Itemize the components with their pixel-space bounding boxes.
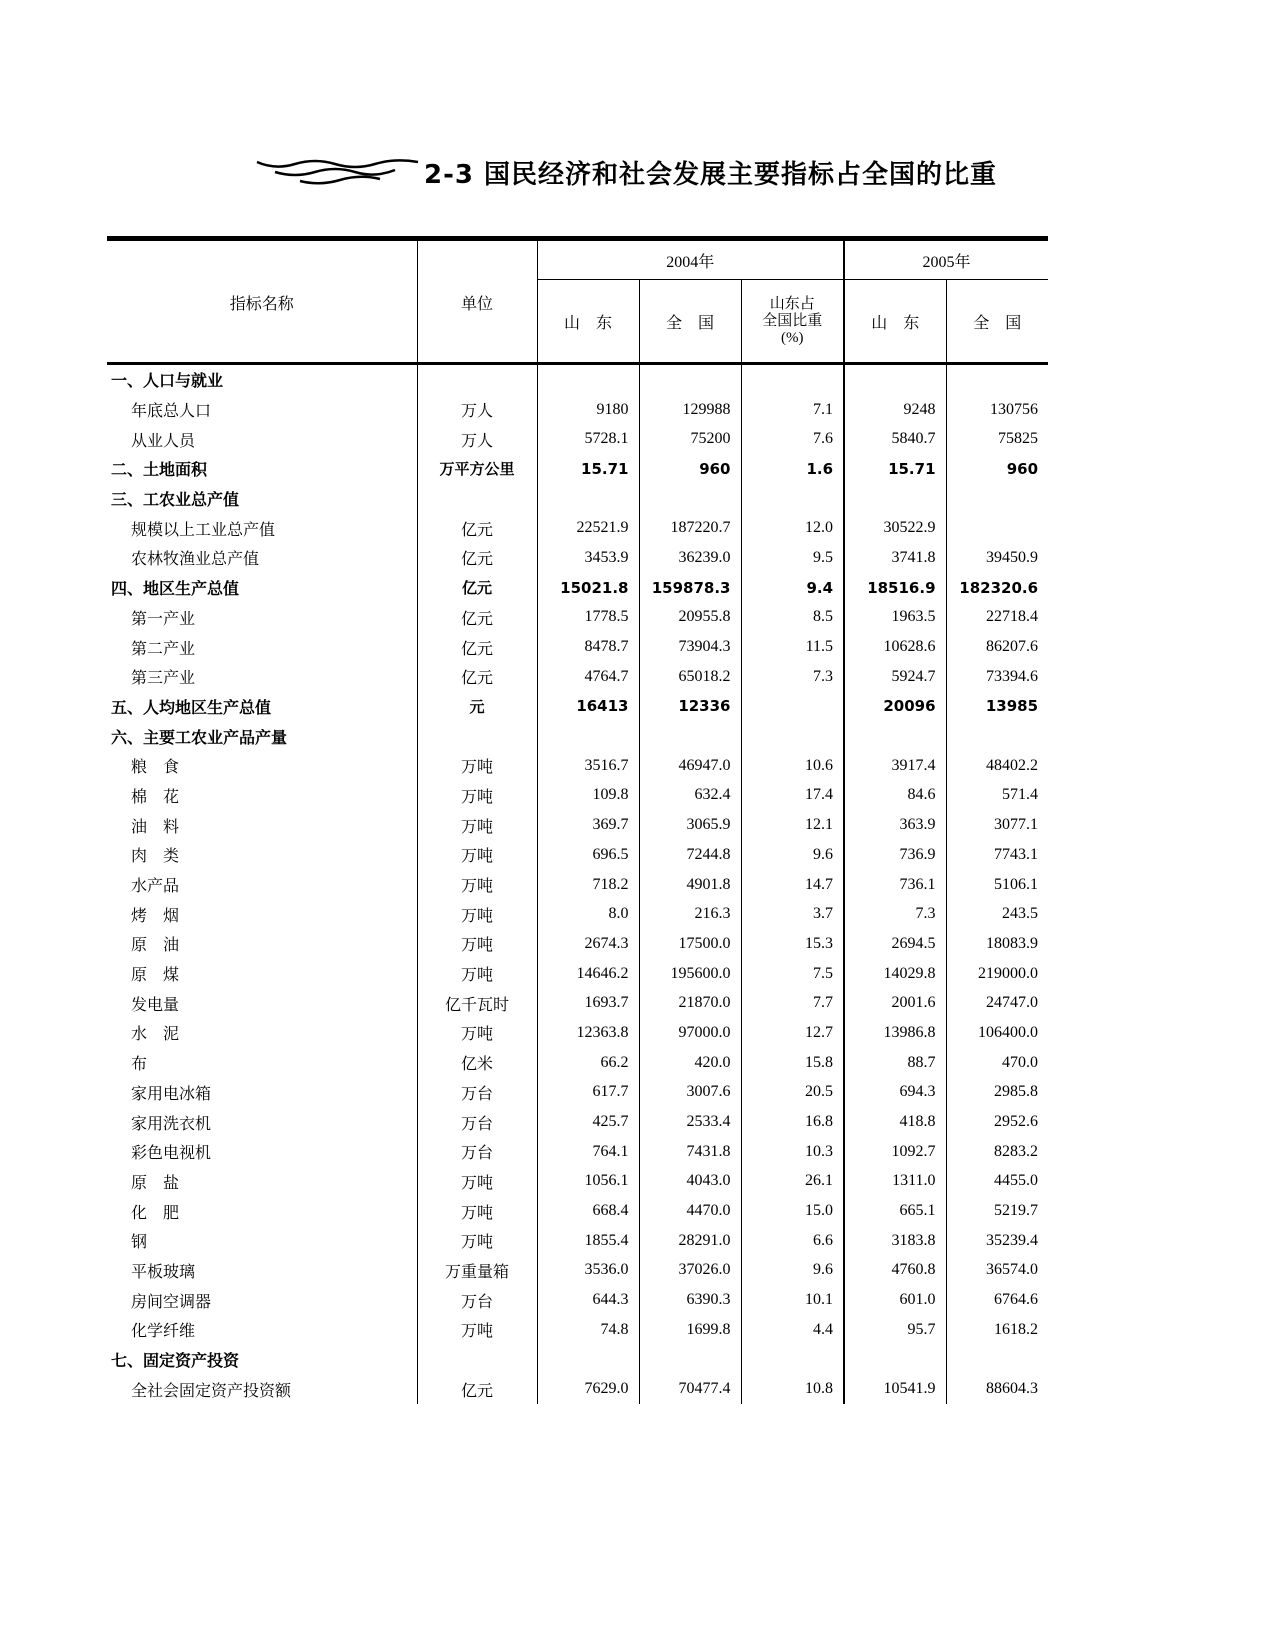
share-2004-cell: 7.7 — [741, 988, 844, 1018]
shandong-2004-cell: 74.8 — [537, 1315, 639, 1345]
national-2004-cell: 129988 — [639, 395, 741, 425]
national-2005-cell: 86207.6 — [946, 632, 1048, 662]
unit-cell: 万台 — [417, 1285, 537, 1315]
section-row — [107, 573, 1048, 603]
unit-cell: 万吨 — [417, 929, 537, 959]
section-row — [107, 364, 1048, 395]
unit-cell: 亿元 — [417, 543, 537, 573]
shandong-2004-cell — [537, 364, 639, 395]
shandong-2005-cell: 4760.8 — [844, 1256, 946, 1286]
table-row — [107, 513, 1048, 543]
indicator-name: 从业人员 — [131, 432, 196, 450]
shandong-2005-cell: 2001.6 — [844, 988, 946, 1018]
national-2004-cell: 20955.8 — [639, 603, 741, 633]
shandong-2004-cell: 4764.7 — [537, 662, 639, 692]
national-2004-cell: 17500.0 — [639, 929, 741, 959]
share-2004-cell: 15.3 — [741, 929, 844, 959]
national-2005-cell: 18083.9 — [946, 929, 1048, 959]
shandong-2004-cell: 7629.0 — [537, 1374, 639, 1404]
table-row — [107, 870, 1048, 900]
national-2005-cell: 6764.6 — [946, 1285, 1048, 1315]
table-title — [255, 152, 1055, 192]
shandong-2004-cell: 718.2 — [537, 870, 639, 900]
table-row — [107, 1107, 1048, 1137]
shandong-2004-cell: 16413 — [537, 692, 639, 722]
indicator-name: 水 泥 — [131, 1026, 180, 1044]
indicator-name: 平板玻璃 — [131, 1263, 196, 1281]
indicator-name: 七、固定资产投资 — [111, 1351, 240, 1371]
indicator-name: 钢 — [131, 1234, 148, 1252]
national-2005-cell: 8283.2 — [946, 1137, 1048, 1167]
unit-cell: 万人 — [417, 395, 537, 425]
national-2004-cell: 159878.3 — [639, 573, 741, 603]
national-2005-cell: 2985.8 — [946, 1078, 1048, 1108]
table-row — [107, 543, 1048, 573]
national-2004-cell: 73904.3 — [639, 632, 741, 662]
shandong-2005-cell: 20096 — [844, 692, 946, 722]
indicator-name: 五、人均地区生产总值 — [111, 697, 272, 717]
national-2005-cell: 88604.3 — [946, 1374, 1048, 1404]
title-text: 2-3 国民经济和社会发展主要指标占全国的比重 — [424, 159, 998, 190]
unit-cell: 万吨 — [417, 1018, 537, 1048]
unit-cell: 万吨 — [417, 959, 537, 989]
indicator-name: 家用电冰箱 — [131, 1085, 212, 1103]
shandong-2005-cell: 13986.8 — [844, 1018, 946, 1048]
unit-cell: 亿米 — [417, 1048, 537, 1078]
unit-cell: 万吨 — [417, 1315, 537, 1345]
national-2005-cell: 1618.2 — [946, 1315, 1048, 1345]
indicator-name: 布 — [131, 1056, 148, 1074]
national-2005-cell: 13985 — [946, 692, 1048, 722]
national-2005-cell: 5219.7 — [946, 1196, 1048, 1226]
section-row — [107, 454, 1048, 484]
table-body — [107, 364, 1048, 1405]
shandong-2005-cell — [844, 1345, 946, 1375]
shandong-2005-cell: 18516.9 — [844, 573, 946, 603]
shandong-2004-cell — [537, 484, 639, 514]
table-row — [107, 959, 1048, 989]
unit-cell: 万吨 — [417, 751, 537, 781]
share-label-1: 山东占 — [769, 295, 815, 312]
indicator-name: 化 肥 — [131, 1204, 180, 1222]
table-row — [107, 632, 1048, 662]
share-2004-cell: 14.7 — [741, 870, 844, 900]
share-2004-cell: 16.8 — [741, 1107, 844, 1137]
shandong-2004-cell: 66.2 — [537, 1048, 639, 1078]
national-2005-cell: 22718.4 — [946, 603, 1048, 633]
unit-cell: 亿元 — [417, 632, 537, 662]
shandong-2004-cell: 369.7 — [537, 810, 639, 840]
national-2005-cell: 73394.6 — [946, 662, 1048, 692]
share-2004-cell: 26.1 — [741, 1167, 844, 1197]
unit-cell: 亿元 — [417, 573, 537, 603]
indicator-name: 油 料 — [131, 818, 180, 836]
national-2004-cell: 28291.0 — [639, 1226, 741, 1256]
shandong-2005-cell: 5840.7 — [844, 424, 946, 454]
wave-decoration-icon — [255, 154, 420, 190]
national-2005-cell: 24747.0 — [946, 988, 1048, 1018]
unit-cell: 亿元 — [417, 513, 537, 543]
national-2005-cell: 219000.0 — [946, 959, 1048, 989]
share-2004-cell — [741, 721, 844, 751]
indicator-name: 一、人口与就业 — [111, 371, 224, 391]
table-row — [107, 781, 1048, 811]
national-2004-cell: 7244.8 — [639, 840, 741, 870]
national-2004-cell: 21870.0 — [639, 988, 741, 1018]
unit-cell: 万吨 — [417, 899, 537, 929]
national-2004-cell — [639, 484, 741, 514]
unit-cell: 万吨 — [417, 1226, 537, 1256]
table-row — [107, 810, 1048, 840]
shandong-2005-cell: 7.3 — [844, 899, 946, 929]
shandong-2005-cell: 10541.9 — [844, 1374, 946, 1404]
share-2004-cell: 6.6 — [741, 1226, 844, 1256]
header-2004-national: 全 国 — [639, 280, 741, 364]
share-2004-cell: 7.5 — [741, 959, 844, 989]
share-2004-cell: 10.3 — [741, 1137, 844, 1167]
shandong-2004-cell: 1056.1 — [537, 1167, 639, 1197]
table-row — [107, 1048, 1048, 1078]
national-2005-cell: 5106.1 — [946, 870, 1048, 900]
national-2004-cell: 12336 — [639, 692, 741, 722]
national-2004-cell: 7431.8 — [639, 1137, 741, 1167]
indicator-name: 年底总人口 — [131, 403, 212, 421]
shandong-2004-cell: 22521.9 — [537, 513, 639, 543]
indicator-name: 农林牧渔业总产值 — [131, 551, 260, 569]
unit-cell: 万吨 — [417, 1167, 537, 1197]
shandong-2005-cell: 15.71 — [844, 454, 946, 484]
shandong-2004-cell — [537, 1345, 639, 1375]
shandong-2004-cell: 425.7 — [537, 1107, 639, 1137]
national-2004-cell: 2533.4 — [639, 1107, 741, 1137]
national-2004-cell: 3007.6 — [639, 1078, 741, 1108]
shandong-2005-cell: 601.0 — [844, 1285, 946, 1315]
shandong-2005-cell: 9248 — [844, 395, 946, 425]
share-2004-cell — [741, 484, 844, 514]
shandong-2004-cell: 15.71 — [537, 454, 639, 484]
table-row — [107, 662, 1048, 692]
share-2004-cell: 15.8 — [741, 1048, 844, 1078]
share-2004-cell: 9.5 — [741, 543, 844, 573]
national-2005-cell: 106400.0 — [946, 1018, 1048, 1048]
unit-cell: 万平方公里 — [417, 454, 537, 484]
shandong-2004-cell: 2674.3 — [537, 929, 639, 959]
table-row — [107, 899, 1048, 929]
national-2005-cell: 4455.0 — [946, 1167, 1048, 1197]
header-2005-shandong: 山 东 — [844, 280, 946, 364]
share-2004-cell: 10.1 — [741, 1285, 844, 1315]
national-2005-cell: 3077.1 — [946, 810, 1048, 840]
header-2004-share — [741, 280, 844, 364]
indicator-name: 烤 烟 — [131, 907, 180, 925]
national-2005-cell: 36574.0 — [946, 1256, 1048, 1286]
national-2005-cell: 571.4 — [946, 781, 1048, 811]
share-2004-cell — [741, 692, 844, 722]
national-2005-cell: 243.5 — [946, 899, 1048, 929]
indicator-name: 发电量 — [131, 996, 180, 1014]
national-2004-cell: 36239.0 — [639, 543, 741, 573]
shandong-2004-cell: 15021.8 — [537, 573, 639, 603]
share-2004-cell: 7.6 — [741, 424, 844, 454]
national-2004-cell: 70477.4 — [639, 1374, 741, 1404]
national-2005-cell — [946, 484, 1048, 514]
shandong-2005-cell: 1092.7 — [844, 1137, 946, 1167]
share-label-2: 全国比重 — [762, 312, 823, 329]
indicator-name: 化学纤维 — [131, 1323, 196, 1341]
table-row — [107, 929, 1048, 959]
share-2004-cell: 20.5 — [741, 1078, 844, 1108]
unit-cell: 元 — [417, 692, 537, 722]
unit-cell: 万吨 — [417, 810, 537, 840]
shandong-2005-cell: 84.6 — [844, 781, 946, 811]
national-2004-cell: 4901.8 — [639, 870, 741, 900]
table-row — [107, 1256, 1048, 1286]
shandong-2005-cell: 5924.7 — [844, 662, 946, 692]
indicator-name: 规模以上工业总产值 — [131, 521, 276, 539]
shandong-2005-cell — [844, 484, 946, 514]
shandong-2004-cell: 668.4 — [537, 1196, 639, 1226]
unit-cell: 万重量箱 — [417, 1256, 537, 1286]
shandong-2005-cell: 30522.9 — [844, 513, 946, 543]
national-2004-cell: 420.0 — [639, 1048, 741, 1078]
national-2004-cell: 37026.0 — [639, 1256, 741, 1286]
shandong-2005-cell: 736.1 — [844, 870, 946, 900]
share-2004-cell: 9.6 — [741, 1256, 844, 1286]
header-2004-shandong: 山 东 — [537, 280, 639, 364]
national-2004-cell: 1699.8 — [639, 1315, 741, 1345]
table-row — [107, 1285, 1048, 1315]
shandong-2004-cell: 12363.8 — [537, 1018, 639, 1048]
national-2005-cell: 7743.1 — [946, 840, 1048, 870]
national-2005-cell: 35239.4 — [946, 1226, 1048, 1256]
table-row — [107, 1374, 1048, 1404]
shandong-2004-cell: 8.0 — [537, 899, 639, 929]
national-2005-cell: 75825 — [946, 424, 1048, 454]
shandong-2004-cell: 9180 — [537, 395, 639, 425]
shandong-2005-cell: 418.8 — [844, 1107, 946, 1137]
unit-cell — [417, 484, 537, 514]
share-2004-cell: 10.6 — [741, 751, 844, 781]
share-2004-cell: 4.4 — [741, 1315, 844, 1345]
national-2004-cell: 4470.0 — [639, 1196, 741, 1226]
indicator-name: 第二产业 — [131, 640, 196, 658]
unit-cell: 万吨 — [417, 1196, 537, 1226]
header-2005-national: 全 国 — [946, 280, 1048, 364]
shandong-2004-cell: 3536.0 — [537, 1256, 639, 1286]
shandong-2004-cell: 8478.7 — [537, 632, 639, 662]
share-2004-cell: 11.5 — [741, 632, 844, 662]
shandong-2005-cell: 1311.0 — [844, 1167, 946, 1197]
table-row — [107, 1167, 1048, 1197]
unit-cell: 万台 — [417, 1107, 537, 1137]
share-2004-cell — [741, 1345, 844, 1375]
share-2004-cell: 17.4 — [741, 781, 844, 811]
shandong-2005-cell: 694.3 — [844, 1078, 946, 1108]
share-2004-cell: 12.0 — [741, 513, 844, 543]
national-2005-cell: 48402.2 — [946, 751, 1048, 781]
share-2004-cell: 15.0 — [741, 1196, 844, 1226]
national-2005-cell — [946, 364, 1048, 395]
share-2004-cell: 7.1 — [741, 395, 844, 425]
shandong-2004-cell: 5728.1 — [537, 424, 639, 454]
national-2005-cell: 960 — [946, 454, 1048, 484]
shandong-2004-cell: 696.5 — [537, 840, 639, 870]
share-label-3: (%) — [781, 329, 804, 346]
indicator-name: 第一产业 — [131, 610, 196, 628]
unit-cell: 万台 — [417, 1137, 537, 1167]
national-2004-cell: 3065.9 — [639, 810, 741, 840]
indicator-name: 家用洗衣机 — [131, 1115, 212, 1133]
section-row — [107, 1345, 1048, 1375]
shandong-2004-cell: 3453.9 — [537, 543, 639, 573]
unit-cell: 万吨 — [417, 870, 537, 900]
national-2005-cell: 470.0 — [946, 1048, 1048, 1078]
shandong-2005-cell: 10628.6 — [844, 632, 946, 662]
unit-cell: 万台 — [417, 1078, 537, 1108]
unit-cell — [417, 1345, 537, 1375]
national-2005-cell: 2952.6 — [946, 1107, 1048, 1137]
shandong-2005-cell: 1963.5 — [844, 603, 946, 633]
unit-cell: 亿元 — [417, 603, 537, 633]
national-2004-cell: 187220.7 — [639, 513, 741, 543]
shandong-2004-cell: 1778.5 — [537, 603, 639, 633]
unit-cell: 万吨 — [417, 781, 537, 811]
shandong-2004-cell: 1855.4 — [537, 1226, 639, 1256]
national-2004-cell: 46947.0 — [639, 751, 741, 781]
shandong-2005-cell: 3741.8 — [844, 543, 946, 573]
table-row — [107, 988, 1048, 1018]
shandong-2005-cell — [844, 364, 946, 395]
national-2004-cell: 195600.0 — [639, 959, 741, 989]
unit-cell: 亿千瓦时 — [417, 988, 537, 1018]
share-2004-cell: 12.7 — [741, 1018, 844, 1048]
table-row — [107, 395, 1048, 425]
table-row — [107, 424, 1048, 454]
indicator-name: 肉 类 — [131, 848, 180, 866]
shandong-2005-cell: 363.9 — [844, 810, 946, 840]
national-2005-cell — [946, 721, 1048, 751]
unit-cell — [417, 721, 537, 751]
shandong-2005-cell: 665.1 — [844, 1196, 946, 1226]
indicator-name: 原 油 — [131, 937, 180, 955]
header-year-2004: 2004年 — [537, 239, 844, 280]
unit-cell — [417, 364, 537, 395]
shandong-2005-cell: 95.7 — [844, 1315, 946, 1345]
national-2005-cell: 182320.6 — [946, 573, 1048, 603]
shandong-2005-cell: 2694.5 — [844, 929, 946, 959]
indicator-name: 原 盐 — [131, 1174, 180, 1192]
indicator-name: 彩色电视机 — [131, 1145, 212, 1163]
share-2004-cell: 3.7 — [741, 899, 844, 929]
share-2004-cell: 8.5 — [741, 603, 844, 633]
shandong-2005-cell: 736.9 — [844, 840, 946, 870]
share-2004-cell: 9.4 — [741, 573, 844, 603]
shandong-2005-cell: 3917.4 — [844, 751, 946, 781]
shandong-2004-cell — [537, 721, 639, 751]
national-2004-cell — [639, 364, 741, 395]
unit-cell: 万吨 — [417, 840, 537, 870]
share-2004-cell: 10.8 — [741, 1374, 844, 1404]
indicator-name: 二、土地面积 — [111, 460, 208, 480]
indicator-name: 棉 花 — [131, 788, 180, 806]
table-row — [107, 603, 1048, 633]
national-2005-cell — [946, 1345, 1048, 1375]
national-2004-cell: 960 — [639, 454, 741, 484]
national-2005-cell: 39450.9 — [946, 543, 1048, 573]
shandong-2004-cell: 109.8 — [537, 781, 639, 811]
shandong-2005-cell: 88.7 — [844, 1048, 946, 1078]
share-2004-cell: 9.6 — [741, 840, 844, 870]
shandong-2004-cell: 644.3 — [537, 1285, 639, 1315]
indicator-name: 原 煤 — [131, 967, 180, 985]
table-row — [107, 1137, 1048, 1167]
unit-cell: 亿元 — [417, 1374, 537, 1404]
national-2004-cell — [639, 1345, 741, 1375]
indicator-name: 房间空调器 — [131, 1293, 212, 1311]
share-2004-cell: 12.1 — [741, 810, 844, 840]
national-2004-cell: 65018.2 — [639, 662, 741, 692]
shandong-2004-cell: 1693.7 — [537, 988, 639, 1018]
shandong-2004-cell: 14646.2 — [537, 959, 639, 989]
table-row — [107, 1078, 1048, 1108]
unit-cell: 亿元 — [417, 662, 537, 692]
indicator-table — [107, 236, 1048, 1404]
section-row — [107, 484, 1048, 514]
shandong-2005-cell: 14029.8 — [844, 959, 946, 989]
national-2004-cell: 632.4 — [639, 781, 741, 811]
header-indicator: 指标名称 — [107, 239, 417, 364]
share-2004-cell: 7.3 — [741, 662, 844, 692]
table-row — [107, 1226, 1048, 1256]
national-2004-cell: 6390.3 — [639, 1285, 741, 1315]
indicator-name: 六、主要工农业产品产量 — [111, 727, 288, 747]
indicator-name: 四、地区生产总值 — [111, 579, 240, 599]
shandong-2004-cell: 617.7 — [537, 1078, 639, 1108]
national-2004-cell — [639, 721, 741, 751]
table-row — [107, 840, 1048, 870]
shandong-2004-cell: 764.1 — [537, 1137, 639, 1167]
share-2004-cell: 1.6 — [741, 454, 844, 484]
section-row — [107, 721, 1048, 751]
shandong-2005-cell: 3183.8 — [844, 1226, 946, 1256]
national-2005-cell — [946, 513, 1048, 543]
table-row — [107, 1196, 1048, 1226]
indicator-name: 三、工农业总产值 — [111, 490, 240, 510]
national-2004-cell: 216.3 — [639, 899, 741, 929]
shandong-2005-cell — [844, 721, 946, 751]
shandong-2004-cell: 3516.7 — [537, 751, 639, 781]
national-2004-cell: 97000.0 — [639, 1018, 741, 1048]
indicator-name: 水产品 — [131, 878, 180, 896]
share-2004-cell — [741, 364, 844, 395]
table-row — [107, 1018, 1048, 1048]
national-2005-cell: 130756 — [946, 395, 1048, 425]
indicator-name: 第三产业 — [131, 670, 196, 688]
table-row — [107, 1315, 1048, 1345]
indicator-name: 粮 食 — [131, 759, 180, 777]
table-row — [107, 751, 1048, 781]
indicator-name: 全社会固定资产投资额 — [131, 1382, 292, 1400]
section-row — [107, 692, 1048, 722]
header-unit: 单位 — [417, 239, 537, 364]
header-year-2005: 2005年 — [844, 239, 1048, 280]
national-2004-cell: 75200 — [639, 424, 741, 454]
national-2004-cell: 4043.0 — [639, 1167, 741, 1197]
unit-cell: 万人 — [417, 424, 537, 454]
